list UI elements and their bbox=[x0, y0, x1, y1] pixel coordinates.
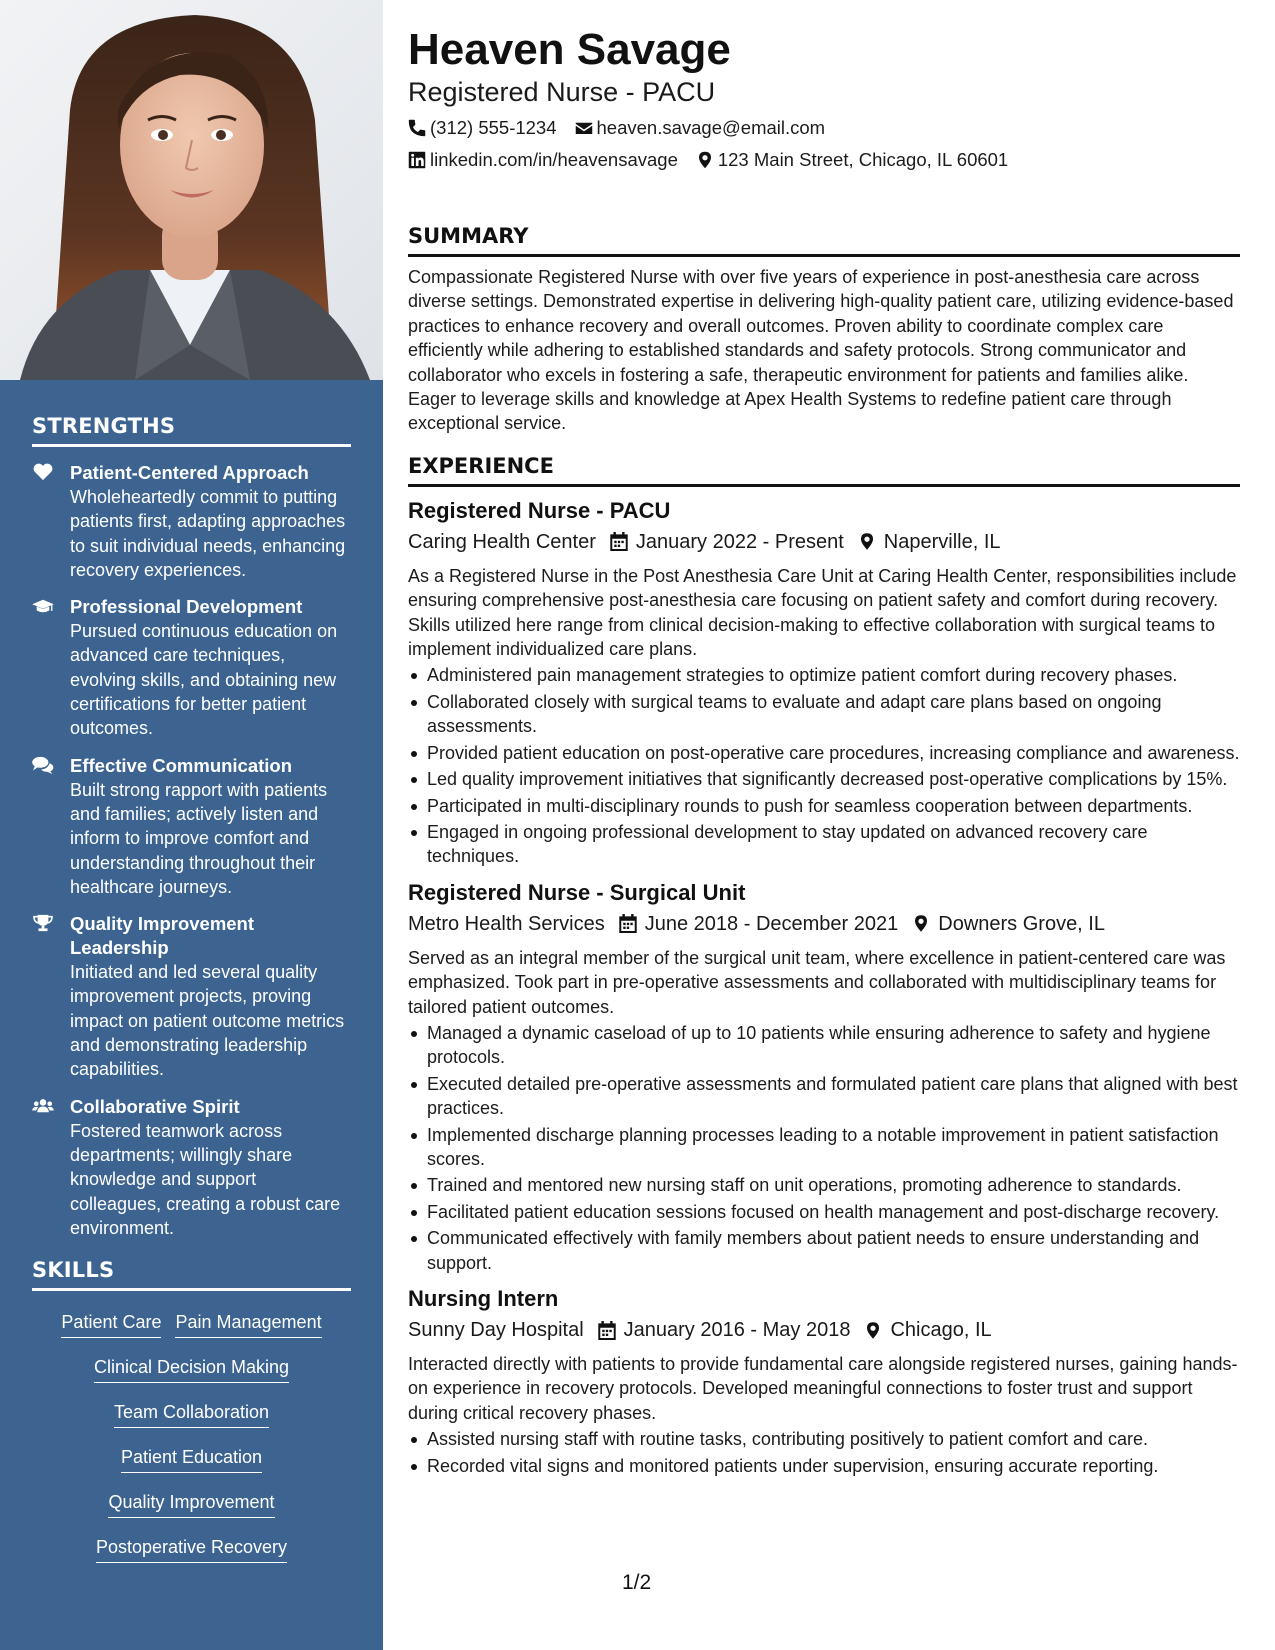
list-item: Facilitated patient education sessions focused on health management and post-discharge recovery. bbox=[408, 1200, 1240, 1224]
address: 123 Main Street, Chicago, IL 60601 bbox=[717, 149, 1009, 170]
job-entry bbox=[408, 879, 1240, 1275]
strength-title: Quality Improvement Leadership bbox=[70, 913, 255, 959]
list-item: Participated in multi-disciplinary rounds to push for seamless cooperation between departments. bbox=[408, 794, 1240, 818]
linkedin-icon bbox=[408, 151, 426, 169]
profile-photo bbox=[0, 0, 383, 380]
job-entry bbox=[408, 497, 1240, 869]
heart-icon bbox=[32, 461, 70, 582]
job-description: Served as an integral member of the surgical unit team, where excellence in patient-centered care was emphasized. Took part in pre-operative assessments and collaborated with multidisciplinary teams for tailored patient outcomes. bbox=[408, 947, 1226, 1017]
summary-section bbox=[408, 224, 1240, 436]
list-item: Provided patient education on post-operative care procedures, increasing compliance and awareness. bbox=[408, 741, 1240, 765]
list-item: Trained and mentored new nursing staff on unit operations, promoting adherence to standards. bbox=[408, 1173, 1240, 1197]
job-bullets bbox=[408, 663, 1240, 868]
skill-tag: Quality Improvement bbox=[108, 1490, 274, 1518]
experience-section bbox=[408, 454, 1240, 1478]
strength-item bbox=[32, 595, 351, 740]
map-pin-icon bbox=[912, 914, 930, 933]
job-location: Downers Grove, IL bbox=[938, 912, 1105, 935]
strength-title: Effective Communication bbox=[70, 754, 293, 776]
phone-icon bbox=[408, 119, 426, 137]
summary-text: Compassionate Registered Nurse with over five years of experience in post-anesthesia care across diverse settings. Demonstrated expertise in delivering high-quality patient care, utilizing evidence-based practices to enhance recovery and overall outcomes. Proven ability to coordinate complex care efficiently while adhering to established standards and safety protocols. Strong communicator and collaborator who excels in fostering a safe, therapeutic environment for patients and families alike. Eager to leverage skills and knowledge at Apex Health Systems to redefine patient care through exceptional service. bbox=[408, 267, 1234, 434]
calendar-icon bbox=[598, 1321, 616, 1340]
page-number: 1/2 bbox=[622, 1571, 652, 1594]
map-pin-icon bbox=[858, 532, 876, 551]
skill-tag: Patient Care bbox=[61, 1310, 161, 1338]
sidebar bbox=[0, 0, 383, 1650]
envelope-icon bbox=[575, 119, 593, 137]
list-item: Assisted nursing staff with routine tasks, contributing positively to patient comfort and care. bbox=[408, 1427, 1240, 1451]
linkedin-contact bbox=[408, 148, 678, 172]
strength-description: Fostered teamwork across departments; willingly share knowledge and support colleagues, creating a robust care environment. bbox=[70, 1120, 341, 1238]
graduation-cap-icon bbox=[32, 595, 70, 740]
email-contact bbox=[575, 116, 826, 140]
skill-tag: Patient Education bbox=[121, 1445, 262, 1473]
strength-description: Wholeheartedly commit to putting patients first, adapting approaches to suit individual needs, enhancing recovery experiences. bbox=[70, 487, 346, 580]
contact-row bbox=[408, 116, 1240, 140]
job-description: Interacted directly with patients to provide fundamental care alongside registered nurses, gaining hands-on experience in recovery protocols. Developed meaningful connections to foster trust and support during critical recovery phases. bbox=[408, 1354, 1238, 1423]
candidate-name: Heaven Savage bbox=[408, 25, 731, 74]
job-entry bbox=[408, 1285, 1240, 1478]
list-item: Executed detailed pre-operative assessments and formulated patient care plans that aligned with best practices. bbox=[408, 1072, 1240, 1121]
strengths-heading: STRENGTHS bbox=[32, 414, 351, 447]
phone-contact bbox=[408, 116, 557, 140]
job-bullets bbox=[408, 1021, 1240, 1275]
trophy-icon bbox=[32, 912, 70, 1081]
list-item: Administered pain management strategies to optimize patient comfort during recovery phases. bbox=[408, 663, 1240, 687]
job-meta bbox=[408, 528, 1240, 556]
summary-heading: SUMMARY bbox=[408, 224, 1240, 257]
address-contact bbox=[696, 148, 1008, 172]
list-item: Collaborated closely with surgical teams to evaluate and adapt care plans based on ongoing assessments. bbox=[408, 690, 1240, 739]
strength-title: Collaborative Spirit bbox=[70, 1095, 240, 1117]
job-company: Sunny Day Hospital bbox=[408, 1319, 584, 1341]
phone-number[interactable]: (312) 555-1234 bbox=[430, 117, 557, 138]
skill-tag: Team Collaboration bbox=[114, 1400, 269, 1428]
job-title: Nursing Intern bbox=[408, 1286, 559, 1311]
job-description: As a Registered Nurse in the Post Anesthesia Care Unit at Caring Health Center, responsibilities include ensuring comprehensive post-anesthesia care focusing on patient safety and comfort during recovery. Skills utilized here range from clinical decision-making to effective collaboration with surgical teams to implement individualized care plans. bbox=[408, 565, 1237, 660]
main-content bbox=[408, 0, 1240, 1480]
job-company: Caring Health Center bbox=[408, 530, 596, 553]
skill-tag: Clinical Decision Making bbox=[94, 1355, 289, 1383]
sidebar-content bbox=[32, 380, 351, 1571]
map-pin-icon bbox=[696, 151, 714, 169]
chat-bubbles-icon bbox=[32, 754, 70, 899]
contact-row bbox=[408, 148, 1240, 172]
job-dates: June 2018 - December 2021 bbox=[644, 912, 899, 935]
strength-description: Pursued continuous education on advanced care techniques, evolving skills, and obtaining new certifications for better patient outcomes. bbox=[70, 621, 338, 739]
users-icon bbox=[32, 1095, 70, 1240]
strength-title: Professional Development bbox=[70, 596, 303, 618]
calendar-icon bbox=[610, 532, 628, 551]
job-bullets bbox=[408, 1427, 1240, 1478]
experience-heading: EXPERIENCE bbox=[408, 454, 1240, 487]
job-title: Registered Nurse - PACU bbox=[408, 497, 671, 523]
list-item: Communicated effectively with family members about patient needs to ensure understanding and support. bbox=[408, 1226, 1240, 1275]
job-meta bbox=[408, 1316, 1240, 1344]
calendar-icon bbox=[619, 914, 637, 933]
strength-item bbox=[32, 461, 351, 582]
email-address[interactable]: heaven.savage@email.com bbox=[596, 117, 826, 138]
job-title: Registered Nurse - Surgical Unit bbox=[408, 879, 746, 905]
skills-heading: SKILLS bbox=[32, 1258, 351, 1291]
job-location: Naperville, IL bbox=[883, 530, 1001, 553]
job-dates: January 2016 - May 2018 bbox=[623, 1319, 851, 1341]
strength-item bbox=[32, 754, 351, 899]
strength-description: Built strong rapport with patients and families; actively listen and inform to improve comfort and understanding throughout their healthcare journeys. bbox=[70, 779, 328, 897]
list-item: Recorded vital signs and monitored patients under supervision, ensuring accurate reporting. bbox=[408, 1454, 1240, 1478]
list-item: Led quality improvement initiatives that significantly decreased post-operative complications by 15%. bbox=[408, 767, 1240, 791]
linkedin-url[interactable]: linkedin.com/in/heavensavage bbox=[430, 149, 678, 170]
strength-description: Initiated and led several quality improvement projects, proving impact on patient outcome metrics and demonstrating leadership capabilities. bbox=[70, 962, 345, 1080]
skill-tag: Postoperative Recovery bbox=[96, 1535, 287, 1563]
list-item: Implemented discharge planning processes leading to a notable improvement in patient satisfaction scores. bbox=[408, 1123, 1240, 1172]
list-item: Engaged in ongoing professional development to stay updated on advanced recovery care techniques. bbox=[408, 820, 1240, 869]
job-company: Metro Health Services bbox=[408, 912, 605, 935]
candidate-role: Registered Nurse - PACU bbox=[408, 77, 716, 107]
list-item: Managed a dynamic caseload of up to 10 patients while ensuring adherence to safety and hygiene protocols. bbox=[408, 1021, 1240, 1070]
job-dates: January 2022 - Present bbox=[635, 530, 844, 553]
strength-item bbox=[32, 1095, 351, 1240]
strength-item bbox=[32, 912, 351, 1081]
strengths-list bbox=[32, 461, 351, 1240]
job-meta bbox=[408, 910, 1240, 938]
job-location: Chicago, IL bbox=[890, 1319, 992, 1341]
skills-list bbox=[32, 1301, 351, 1571]
map-pin-icon bbox=[864, 1321, 882, 1340]
strength-title: Patient-Centered Approach bbox=[70, 462, 309, 483]
skill-tag: Pain Management bbox=[175, 1310, 321, 1338]
